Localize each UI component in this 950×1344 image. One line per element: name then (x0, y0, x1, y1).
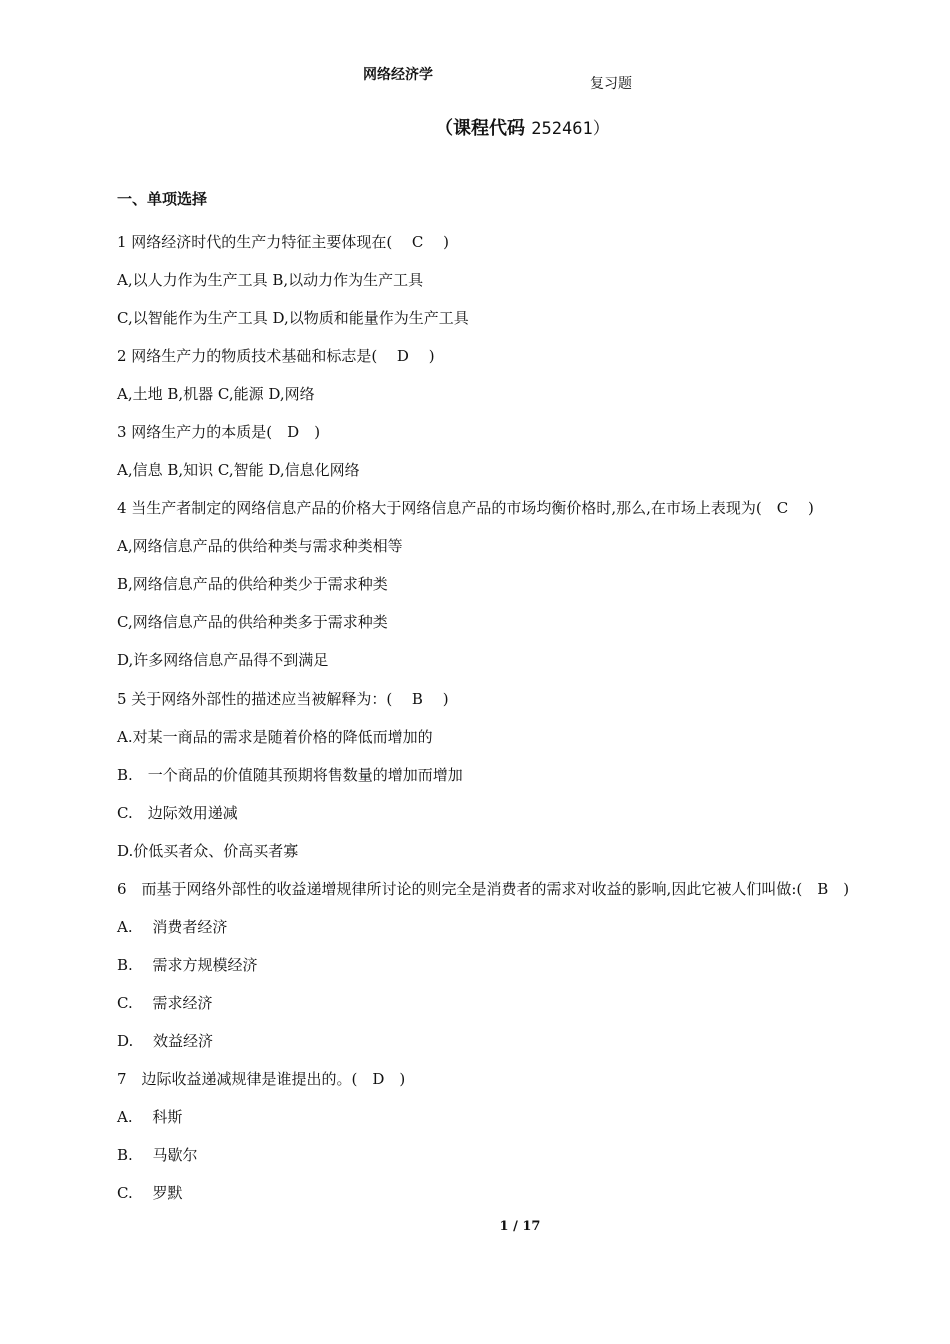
question-line: 1 网络经济时代的生产力特征主要体现在( C ) (117, 233, 450, 251)
document-subtitle: 复习题 (590, 76, 632, 92)
option-line: B. 一个商品的价值随其预期将售数量的增加而增加 (117, 766, 463, 784)
question-line: 6 而基于网络外部性的收益递增规律所讨论的则完全是消费者的需求对收益的影响,因此它被人们叫做:( B ) (117, 880, 850, 898)
option-line: A. 科斯 (117, 1108, 183, 1126)
option-line: A.对某一商品的需求是随着价格的降低而增加的 (117, 728, 433, 746)
option-line: C. 边际效用递减 (117, 804, 238, 822)
question-line: 4 当生产者制定的网络信息产品的价格大于网络信息产品的市场均衡价格时,那么,在市场上表现为( C ) (117, 499, 814, 517)
option-line: D.价低买者众、价高买者寡 (117, 842, 299, 860)
option-line: B. 马歇尔 (117, 1146, 198, 1164)
option-line: B. 需求方规模经济 (117, 956, 258, 974)
option-line: C. 罗默 (117, 1184, 183, 1202)
question-line: 2 网络生产力的物质技术基础和标志是( D ) (117, 347, 435, 365)
option-line: A,土地 B,机器 C,能源 D,网络 (117, 385, 315, 403)
option-line: C,网络信息产品的供给种类多于需求种类 (117, 613, 388, 631)
option-line: C,以智能作为生产工具 D,以物质和能量作为生产工具 (117, 309, 469, 327)
section-title: 一、单项选择 (117, 190, 208, 208)
course-code (435, 114, 610, 140)
question-line: 7 边际收益递减规律是谁提出的。( D ) (117, 1070, 406, 1088)
question-line: 3 网络生产力的本质是( D ) (117, 423, 321, 441)
option-line: A,网络信息产品的供给种类与需求种类相等 (117, 537, 403, 555)
option-line: C. 需求经济 (117, 994, 213, 1012)
question-line: 5 关于网络外部性的描述应当被解释为：( B ) (117, 690, 449, 708)
option-line: A,信息 B,知识 C,智能 D,信息化网络 (117, 461, 360, 479)
course-title: 网络经济学 (363, 67, 433, 83)
course-code-label: （课程代码 (435, 118, 525, 139)
option-line: A. 消费者经济 (117, 918, 228, 936)
option-line: D. 效益经济 (117, 1032, 214, 1050)
course-code-value: 252461） (531, 119, 610, 139)
option-line: A,以人力作为生产工具 B,以动力作为生产工具 (117, 271, 424, 289)
option-line: D,许多网络信息产品得不到满足 (117, 651, 329, 669)
page-number: 1 / 17 (499, 1219, 541, 1234)
option-line: B,网络信息产品的供给种类少于需求种类 (117, 575, 388, 593)
